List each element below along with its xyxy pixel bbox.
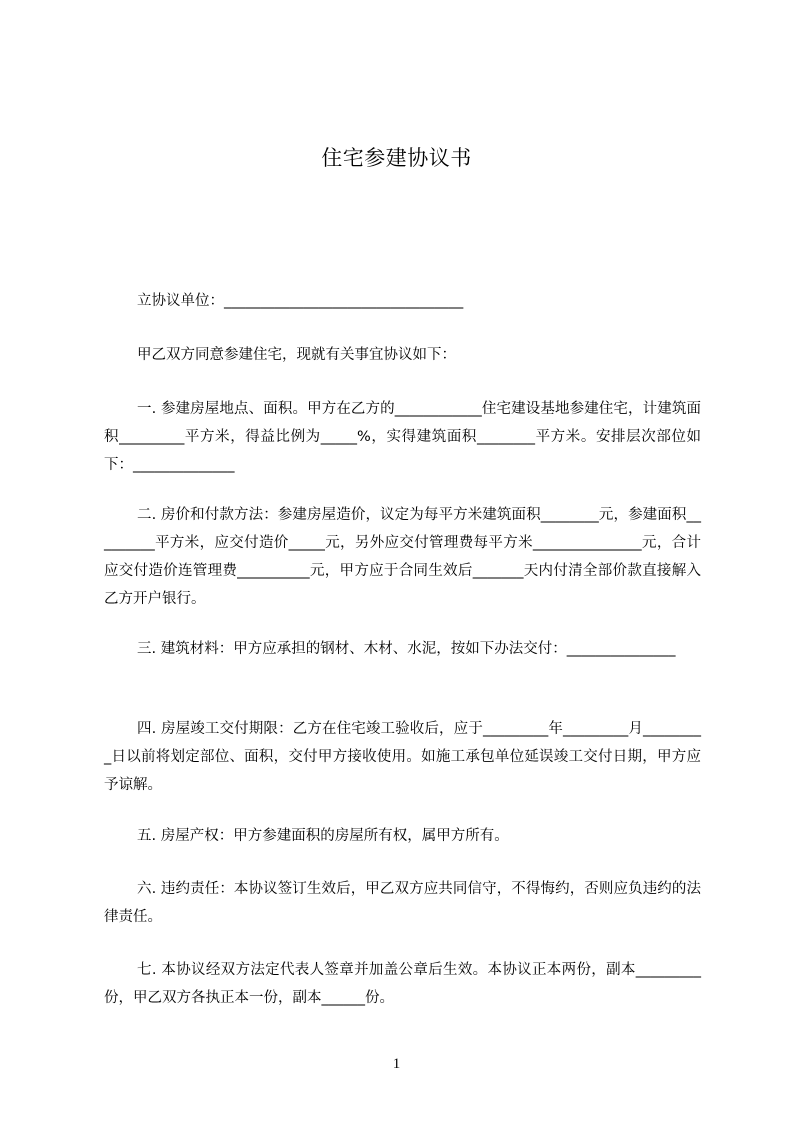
clause-7: 七. 本协议经双方法定代表人签章并加盖公章后生效。本协议正本两份，副本_________份，甲乙双方各执正本一份，副本______份。 <box>104 962 701 1006</box>
clause-2: 二. 房价和付款方法：参建房屋造价，议定为每平方米建筑面积________元，参建面积_________平方米，应交付造价_____元，另外应交付管理费每平方米_______________元，合计应交付造价连管理费__________元，甲方应于合同生效后_______天内付清全部价款直接解入乙方开户银行。 <box>104 507 701 607</box>
clause-4: 四. 房屋竣工交付期限：乙方在住宅竣工验收后，应于_________年_________月_________日以前将划定部位、面积，交付甲方接收使用。如施工承包单位延误竣工交付日期，甲方应予谅解。 <box>104 721 701 793</box>
clause-3: 三. 建筑材料：甲方应承担的钢材、木材、水泥，按如下办法交付：_______________ <box>137 641 676 657</box>
document-title: 住宅参建协议书 <box>321 146 472 170</box>
party-line: 立协议单位：_________________________________ <box>137 293 464 309</box>
intro-paragraph: 甲乙双方同意参建住宅，现就有关事宜协议如下： <box>137 347 456 363</box>
page-number: 1 <box>392 1056 401 1072</box>
clause-6: 六. 违约责任：本协议签订生效后，甲乙双方应共同信守，不得悔约，否则应负违约的法律责任。 <box>104 881 701 925</box>
clause-5: 五. 房屋产权：甲方参建面积的房屋所有权，属甲方所有。 <box>137 828 509 844</box>
clause-1: 一. 参建房屋地点、面积。甲方在乙方的____________住宅建设基地参建住宅，计建筑面积_________平方米，得益比例为_____%，实得建筑面积________平方米。安排层次部位如下：______________ <box>104 401 701 473</box>
